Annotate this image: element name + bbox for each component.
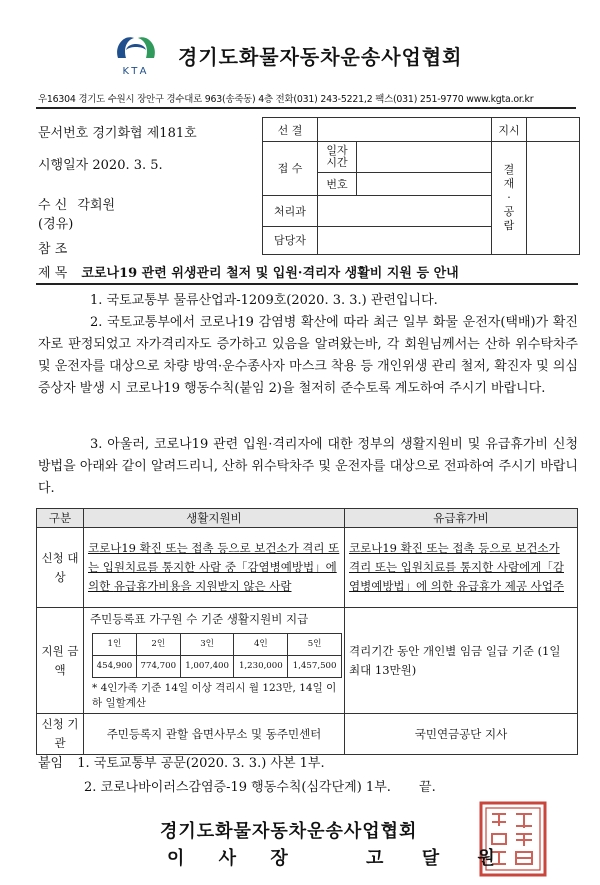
doc-number-value: 경기화협 제181호 <box>92 126 197 141</box>
household-amount-table <box>92 633 342 678</box>
attachment-2-text: 2. 코로나바이러스감염증-19 행동수칙(심각단계) 1부. <box>84 780 391 795</box>
gyeoljae-char-2: 재 <box>503 177 515 191</box>
amount-living <box>84 608 345 714</box>
col-living: 생활지원비 <box>84 509 345 528</box>
household-amount: 1,230,000 <box>234 656 288 678</box>
household-amount: 774,700 <box>136 656 180 678</box>
gyeoljae-cell <box>527 142 580 255</box>
jeopsu-label: 접 수 <box>263 142 318 195</box>
ceo-name-char: 고 <box>366 848 384 869</box>
gyeoljae-label <box>492 142 527 255</box>
household-size: 3인 <box>180 634 234 656</box>
doc-number-label: 문서번호 <box>38 126 89 141</box>
attachment-1 <box>38 752 325 771</box>
col-gubun: 구분 <box>37 509 84 528</box>
sigan-label: 시간 <box>326 156 348 170</box>
beonho-label: 번호 <box>318 173 357 195</box>
recipient <box>38 194 115 213</box>
recipient-value: 각회원 <box>77 198 116 213</box>
end-mark: 끝. <box>419 780 436 795</box>
reference-label: 참 조 <box>38 242 68 257</box>
approval-box <box>262 117 580 255</box>
kta-logo <box>112 28 160 78</box>
amount-living-title: 주민등록표 가구원 수 기준 생활지원비 지급 <box>90 612 309 626</box>
recipient-label: 수 신 <box>38 198 68 213</box>
amount-note: * 4인가족 기준 14일 이상 격리시 월 123만, 14일 이하 일할계산 <box>92 682 337 709</box>
household-amount: 1,457,500 <box>288 656 342 678</box>
gyeoljae-char-1: 결 <box>503 163 515 177</box>
ilja-sigan-label <box>318 142 357 173</box>
org-title: 경기도화물자동차운송사업협회 <box>178 45 463 69</box>
cheorigwa-label: 처리과 <box>263 195 318 226</box>
attachment-label: 붙임 <box>38 756 64 771</box>
subject-label: 제 목 <box>38 266 68 281</box>
row-amount-label: 지원 금액 <box>37 608 84 714</box>
household-size: 4인 <box>234 634 288 656</box>
target-living: 코로나19 확진 또는 접촉 등으로 보건소가 격리 또는 입원치료를 통지한 사람 중「감염병예방법」에 의한 유급휴가비용을 지원받지 않은 사람 <box>84 528 345 608</box>
household-size: 1인 <box>93 634 137 656</box>
attachment-1-text: 1. 국토교통부 공문(2020. 3. 3.) 사본 1부. <box>77 756 325 771</box>
amount-paid: 격리기간 동안 개인별 임금 일급 기준 (1일 최대 13만원) <box>345 608 578 714</box>
header-divider <box>36 107 576 109</box>
seon-gyeol-label: 선 결 <box>263 118 318 142</box>
ceo-title-char: 사 <box>218 848 237 869</box>
issue-date-value: 2020. 3. 5. <box>92 158 163 173</box>
footer-org-name: 경기도화물자동차운송사업협회 <box>160 821 418 842</box>
body-paragraph-2: 2. 국토교통부에서 코로나19 감염병 확산에 따라 최근 일부 화물 운전자(택배)가 확진자로 판정되었고 자가격리자도 증가하고 있음을 알려왔는바, 각 회원님께서는 산하 위수탁차주 및 운전자를 대상으로 차량 방역·운수종사자 마스크 착용 등 개인위생 관리 철저, 확진자 및 의심 증상자 발생 시 코로나19 행동수칙(붙임 2)을 철저히 준수토록 계도하여 주시기 바랍니다. <box>38 315 578 396</box>
beonho-cell <box>357 173 492 195</box>
household-amount: 1,007,400 <box>180 656 234 678</box>
gyeoljae-char-3: · <box>507 191 511 205</box>
subject-text: 코로나19 관련 위생관리 철저 및 입원·격리자 생활비 지원 등 안내 <box>81 266 459 281</box>
household-amount: 454,900 <box>93 656 137 678</box>
subject <box>38 262 459 281</box>
row-target-label: 신청 대상 <box>37 528 84 608</box>
ilja-cell <box>357 142 492 173</box>
gyeoljae-char-4: 공 <box>503 205 515 219</box>
jisi-label: 지시 <box>492 118 527 142</box>
household-size: 5인 <box>288 634 342 656</box>
agency-paid: 국민연금공단 지사 <box>345 714 578 755</box>
ilja-label: 일자 <box>326 144 348 158</box>
issue-date <box>38 154 163 173</box>
col-paid: 유급휴가비 <box>345 509 578 528</box>
jisi-cell <box>527 118 580 142</box>
body-paragraph-1: 1. 국토교통부 물류산업과-1209호(2020. 3. 3.) 관련입니다. <box>90 293 438 308</box>
seon-gyeol-cell <box>318 118 492 142</box>
cheorigwa-cell <box>318 195 492 226</box>
damdangja-cell <box>318 226 492 254</box>
subject-divider <box>36 283 578 285</box>
gyeoljae-char-5: 람 <box>503 219 515 233</box>
ceo-title-char: 장 <box>270 848 288 869</box>
footer-ceo <box>167 844 495 870</box>
address-line: 우16304 경기도 수원시 장안구 경수대로 963(송죽동) 4층 전화(031) 243-5221,2 팩스(031) 251-9770 www.kgta.or.kr <box>38 94 534 105</box>
logo-text: KTA <box>122 66 150 77</box>
household-size: 2인 <box>136 634 180 656</box>
row-agency-label: 신청 기관 <box>37 714 84 755</box>
issue-date-label: 시행일자 <box>38 158 89 173</box>
agency-living: 주민등록지 관할 읍면사무소 및 동주민센터 <box>84 714 345 755</box>
body-paragraph-3: 3. 아울러, 코로나19 관련 입원·격리자에 대한 정부의 생활지원비 및 유급휴가비 신청방법을 아래와 같이 알려드리니, 산하 위수탁차주 및 운전자를 대상으로 전파하여 주시기 바랍니다. <box>38 437 578 496</box>
ceo-name-char: 달 <box>421 848 440 869</box>
attachment-2 <box>84 776 436 795</box>
ceo-title-char: 이 <box>167 848 185 869</box>
damdangja-label: 담당자 <box>263 226 318 254</box>
doc-number <box>38 122 197 141</box>
via: (경유) <box>38 217 74 232</box>
support-table <box>36 508 578 755</box>
ceo-name-char: 원 <box>477 848 495 869</box>
target-paid: 코로나19 확진 또는 접촉 등으로 보건소가 격리 또는 입원치료를 통지한 사람에게「감염병예방법」에 의한 유급휴가 제공 사업주 <box>345 528 578 608</box>
